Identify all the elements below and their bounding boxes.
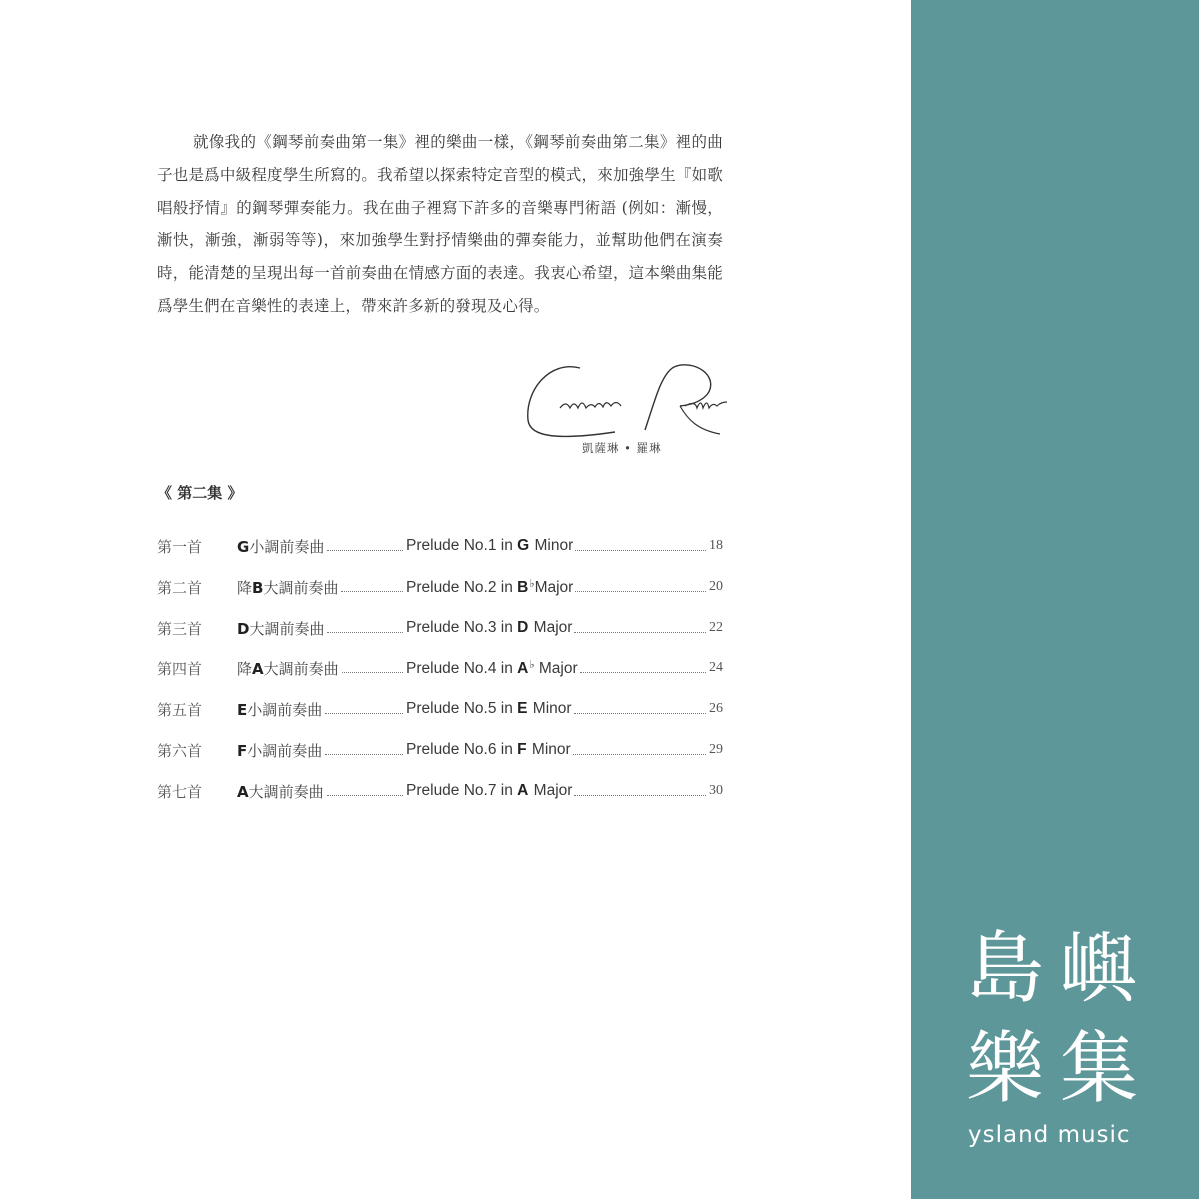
toc-zh-key: F — [237, 741, 248, 760]
logo-char-2: 嶼 — [1060, 924, 1139, 1014]
leader-dots — [580, 672, 706, 673]
toc-page-number: 26 — [709, 701, 723, 717]
logo-english: ysland music — [968, 1122, 1131, 1148]
toc-zh-rest: 大調前奏曲 — [263, 660, 339, 679]
leader-dots — [327, 550, 403, 551]
toc-en-prefix: Prelude No.6 in — [406, 740, 518, 758]
leader-dots — [574, 632, 706, 633]
toc-en-rest: Major — [534, 660, 578, 678]
toc-chinese-title — [237, 658, 339, 679]
toc-page-number: 30 — [709, 782, 723, 798]
logo-char-1: 島 — [966, 924, 1045, 1014]
toc-chinese-title — [237, 781, 324, 802]
toc-en-key: G — [517, 537, 530, 554]
toc-en-rest: Minor — [530, 537, 574, 554]
toc-number: 第七首 — [157, 782, 203, 801]
toc-english-title — [406, 699, 572, 718]
toc-en-prefix: Prelude No.1 in — [406, 537, 518, 554]
toc-zh-key: G — [237, 538, 250, 556]
toc-english-title — [406, 781, 572, 800]
toc-row — [157, 736, 723, 777]
toc-chinese-title — [237, 577, 338, 598]
toc-zh-rest: 小調前奏曲 — [249, 538, 325, 556]
toc-row — [157, 695, 723, 736]
flat-sign: ♭ — [529, 577, 535, 590]
section-title: 《 第二集 》 — [157, 484, 243, 502]
toc-en-prefix: Prelude No.4 in — [406, 660, 518, 678]
toc-number: 第四首 — [157, 660, 203, 679]
toc-en-prefix: Prelude No.5 in — [406, 700, 518, 718]
toc-en-rest: Minor — [528, 700, 572, 718]
toc-english-title — [406, 658, 578, 678]
leader-dots — [575, 591, 706, 592]
toc-zh-key: A — [252, 660, 264, 679]
toc-en-rest: Major — [529, 618, 573, 636]
toc-chinese-title — [237, 618, 324, 639]
toc-chinese-title — [237, 699, 322, 720]
table-of-contents — [157, 532, 723, 818]
toc-zh-rest: 小調前奏曲 — [247, 741, 323, 760]
toc-zh-prefix: 降 — [237, 578, 253, 597]
leader-dots — [573, 754, 706, 755]
toc-zh-key: B — [252, 578, 264, 597]
flat-sign: ♭ — [529, 659, 535, 672]
toc-en-prefix: Prelude No.7 in — [406, 781, 518, 799]
toc-number: 第五首 — [157, 701, 203, 720]
toc-number: 第六首 — [157, 741, 203, 760]
toc-page-number: 24 — [709, 660, 723, 676]
toc-en-prefix: Prelude No.2 in — [406, 578, 518, 596]
toc-en-key: E — [517, 700, 528, 718]
logo-char-3: 樂 — [966, 1024, 1045, 1114]
toc-number: 第一首 — [157, 538, 203, 556]
signature — [520, 360, 730, 460]
toc-number: 第二首 — [157, 578, 203, 597]
leader-dots — [327, 632, 403, 633]
toc-en-key: D — [517, 618, 529, 636]
toc-page-number: 22 — [709, 619, 723, 635]
intro-paragraph: 就像我的《鋼琴前奏曲第一集》裡的樂曲一樣，《鋼琴前奏曲第二集》裡的曲子也是爲中級程度學生所寫的。我希望以探索特定音型的模式，來加強學生『如歌唱般抒情』的鋼琴彈奏能力。我在曲子裡寫下許多的音樂專門術語 (例如：漸慢，漸快，漸強，漸弱等等)，來加強學生對抒情樂曲的彈奏能力，並幫助他們在演奏時，能清楚的呈現出每一首前奏曲在情感方面的表達。我衷心希望，這本樂曲集能爲學生們在音樂性的表達上，帶來許多新的發現及心得。 — [157, 133, 723, 315]
toc-number: 第三首 — [157, 619, 203, 638]
toc-en-key: F — [517, 740, 527, 758]
logo-char-4: 集 — [1060, 1024, 1139, 1114]
signature-caption: 凱薩琳 • 羅琳 — [582, 441, 662, 455]
leader-dots — [325, 754, 403, 755]
leader-dots — [574, 795, 706, 796]
leader-dots — [325, 713, 403, 714]
toc-zh-key: E — [237, 701, 248, 720]
leader-dots — [574, 713, 706, 714]
leader-dots — [341, 591, 403, 592]
toc-row — [157, 654, 723, 695]
toc-zh-key: D — [237, 619, 250, 638]
toc-row — [157, 573, 723, 614]
intro-text — [157, 126, 723, 323]
toc-en-rest: Major — [534, 578, 574, 596]
toc-zh-rest: 大調前奏曲 — [249, 619, 325, 638]
toc-zh-prefix: 降 — [237, 660, 253, 679]
toc-row — [157, 777, 723, 818]
toc-zh-rest: 小調前奏曲 — [247, 701, 323, 720]
toc-english-title — [406, 618, 572, 637]
leader-dots — [327, 795, 403, 796]
toc-zh-key: A — [237, 782, 249, 801]
toc-en-rest: Major — [529, 781, 573, 799]
island-music-logo — [960, 924, 1160, 1160]
toc-zh-rest: 大調前奏曲 — [248, 782, 324, 801]
leader-dots — [342, 672, 403, 673]
toc-zh-rest: 大調前奏曲 — [263, 578, 339, 597]
toc-page-number: 29 — [709, 741, 723, 757]
toc-en-rest: Minor — [527, 740, 571, 758]
toc-en-key: A — [517, 660, 529, 678]
toc-row — [157, 532, 723, 573]
toc-row — [157, 614, 723, 655]
leader-dots — [575, 550, 706, 551]
toc-english-title — [406, 577, 573, 597]
toc-english-title — [406, 740, 571, 759]
toc-page-number: 18 — [709, 538, 723, 553]
signature-script — [520, 360, 730, 440]
toc-en-prefix: Prelude No.3 in — [406, 618, 518, 636]
toc-en-key: B — [517, 578, 529, 596]
toc-chinese-title — [237, 536, 324, 557]
toc-page-number: 20 — [709, 578, 723, 594]
toc-chinese-title — [237, 740, 322, 761]
toc-en-key: A — [517, 781, 529, 799]
toc-english-title — [406, 536, 573, 555]
